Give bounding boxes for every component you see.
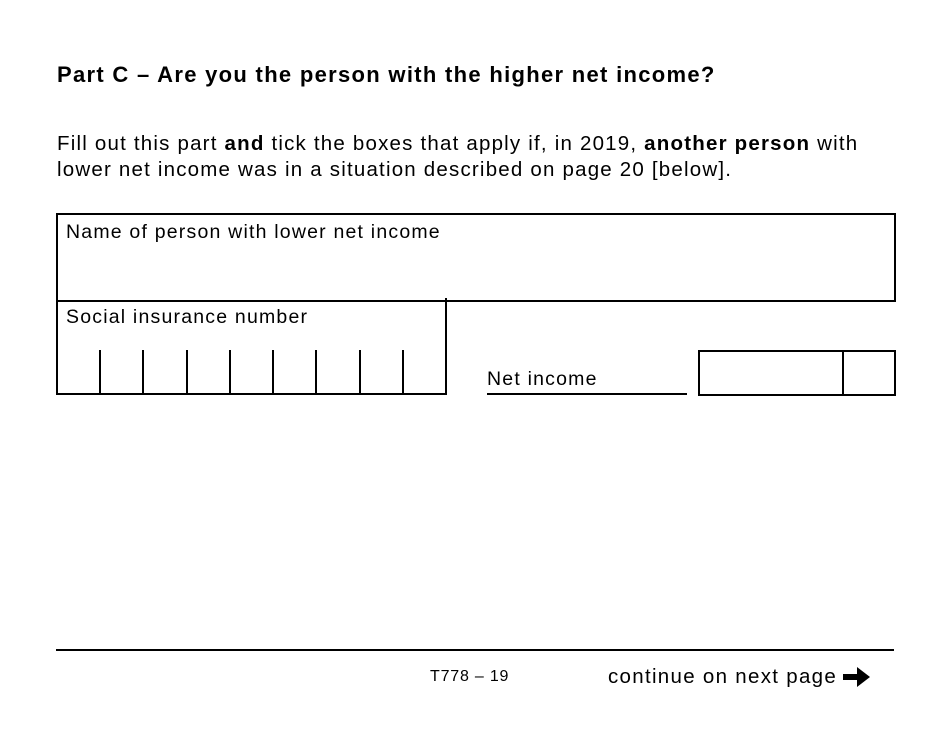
instruction-text-2: tick the boxes that apply if, in 2019, (264, 132, 645, 155)
net-income-dollars-box[interactable] (700, 352, 844, 394)
instruction-text-1: Fill out this part (57, 132, 225, 155)
part-heading: Part C – Are you the person with the higher net income? (57, 62, 716, 87)
instruction-bold-another-person: another person (644, 132, 811, 155)
net-income-underline (487, 393, 687, 395)
sin-digit-box[interactable] (272, 350, 315, 393)
sin-field (56, 298, 447, 395)
sin-digit-box[interactable] (359, 350, 402, 393)
continue-next-page[interactable] (608, 665, 871, 689)
net-income-cents-box[interactable] (844, 352, 894, 394)
instruction-text (57, 131, 897, 183)
sin-digit-box[interactable] (58, 350, 99, 393)
form-id: T778 – 19 (430, 668, 510, 685)
instruction-bold-and: and (224, 132, 265, 155)
sin-digit-box[interactable] (99, 350, 142, 393)
sin-digit-box[interactable] (229, 350, 272, 393)
footer-divider (56, 649, 894, 651)
sin-digit-box[interactable] (142, 350, 185, 393)
sin-digit-boxes (58, 350, 445, 393)
sin-digit-box[interactable] (315, 350, 358, 393)
sin-digit-box[interactable] (402, 350, 445, 393)
net-income-field[interactable] (698, 350, 896, 396)
net-income-label: Net income (487, 368, 598, 390)
instruction-text-3: with lower net income was in a situation described on page 20 [below]. (57, 132, 859, 181)
sin-digit-box[interactable] (186, 350, 229, 393)
right-arrow-icon (843, 665, 871, 689)
lower-income-name-field[interactable] (56, 213, 896, 302)
lower-income-name-label: Name of person with lower net income (66, 221, 441, 243)
sin-label: Social insurance number (66, 306, 309, 328)
continue-label: continue on next page (608, 665, 838, 688)
